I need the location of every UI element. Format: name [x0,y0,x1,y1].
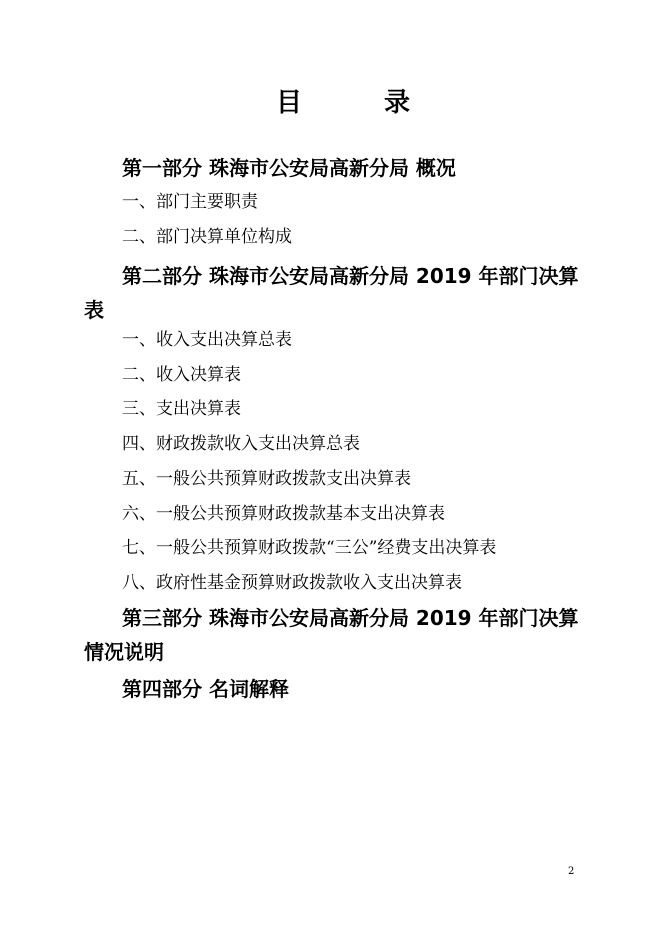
part1-item-1: 一、部门主要职责 [122,192,258,212]
part2-item-4: 四、财政拨款收入支出决算总表 [122,434,360,454]
page-title [0,82,662,122]
part2-item-3: 三、支出决算表 [122,399,241,419]
part2-item-6: 六、一般公共预算财政拨款基本支出决算表 [122,504,445,524]
part2-heading-line1: 第二部分 珠海市公安局高新分局 2019 年部门决算 [122,264,579,288]
part2-item-8: 八、政府性基金预算财政拨款收入支出决算表 [122,573,462,593]
part2-item-7: 七、一般公共预算财政拨款“三公”经费支出决算表 [122,538,497,558]
page-number: 2 [568,866,575,877]
part2-heading-line2: 表 [84,298,104,322]
part1-heading: 第一部分 珠海市公安局高新分局 概况 [122,156,456,180]
part4-heading: 第四部分 名词解释 [122,677,289,701]
part2-item-2: 二、收入决算表 [122,365,241,385]
part2-item-1: 一、收入支出决算总表 [122,330,292,350]
part2-item-5: 五、一般公共预算财政拨款支出决算表 [122,469,411,489]
part3-heading-line1: 第三部分 珠海市公安局高新分局 2019 年部门决算 [122,606,579,630]
part1-item-2: 二、部门决算单位构成 [122,227,292,247]
title-char-1: 目 [276,88,303,118]
title-char-2: 录 [384,88,411,118]
part3-heading-line2: 情况说明 [84,640,164,664]
